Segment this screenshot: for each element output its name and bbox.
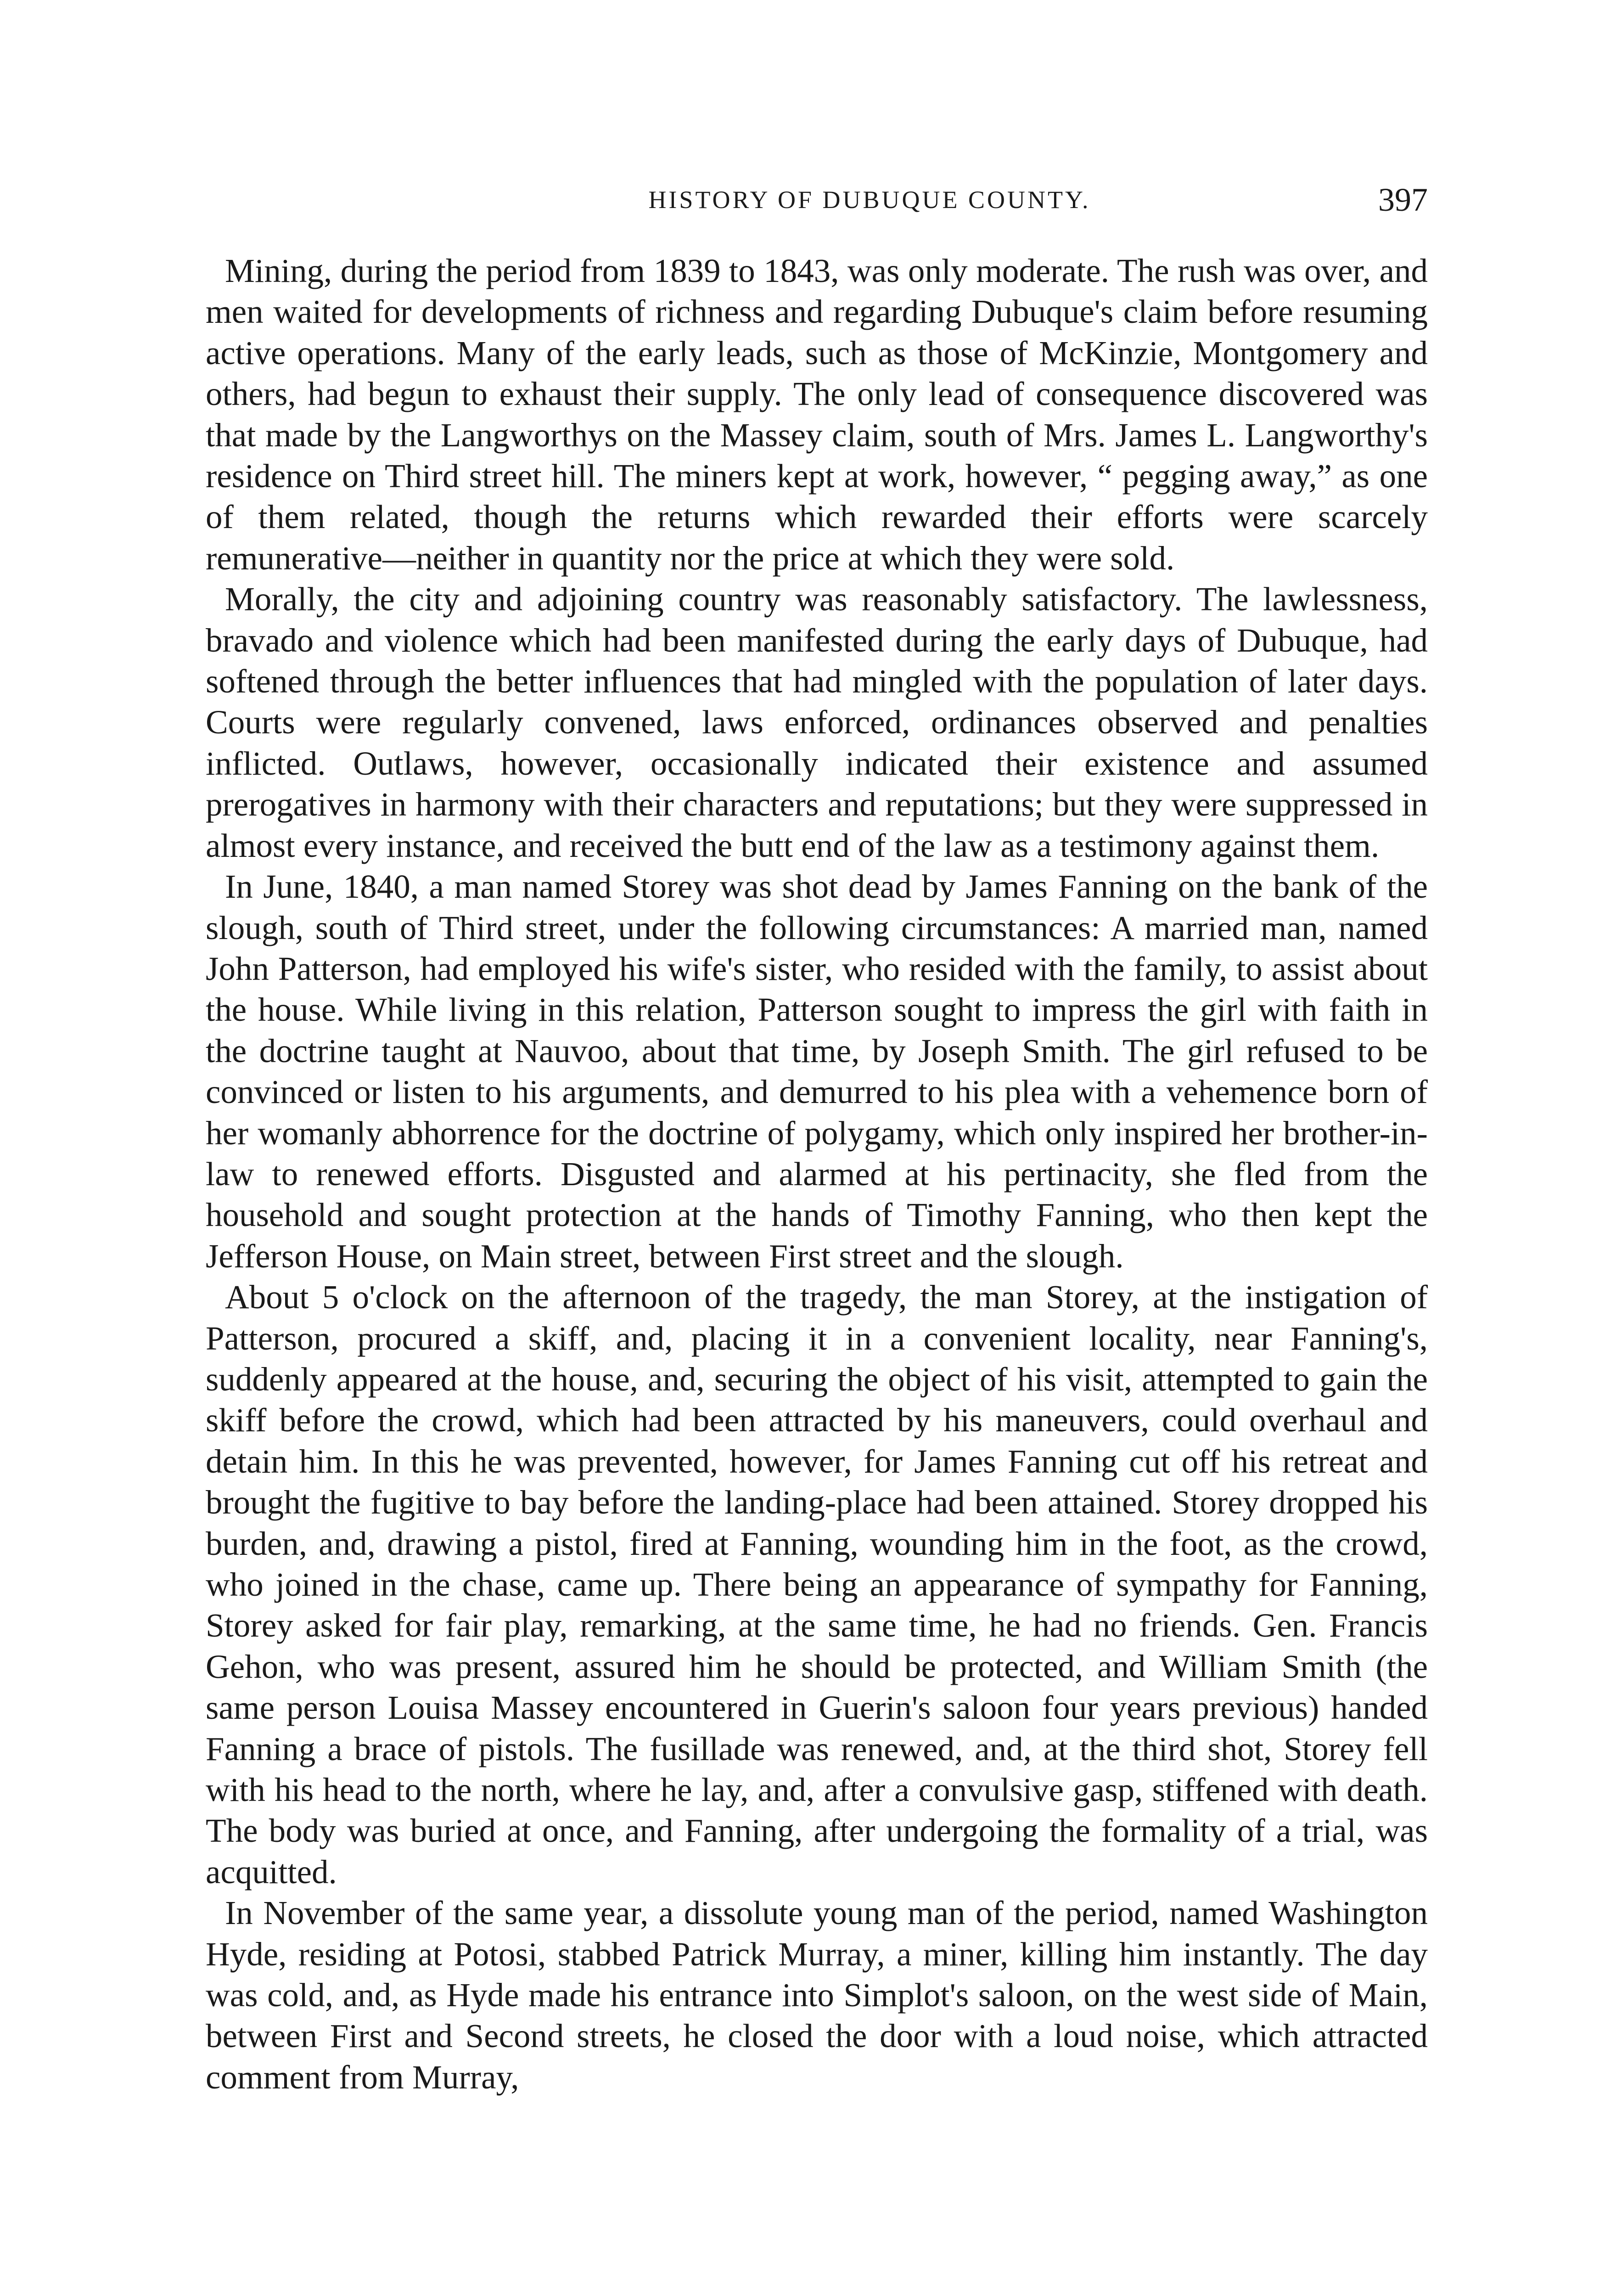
- body-text: [206, 250, 1428, 2098]
- running-title: HISTORY OF DUBUQUE COUNTY.: [648, 186, 1091, 214]
- paragraph-tragedy-account: About 5 o'clock on the afternoon of the tragedy, the man Storey, at the instigation of Patterson, procured a skiff, and, placing it in a convenient locality, near Fanning's, suddenly appeared at the house, and, securing the object of his visit, attempted to gain the skiff before the crowd, which had been attracted by his maneuvers, could overhaul and detain him. In this he was prevented, however, for James Fanning cut off his retreat and brought the fugitive to bay before the landing-place had been attained. Storey dropped his burden, and, drawing a pistol, fired at Fanning, wounding him in the foot, as the crowd, who joined in the chase, came up. There being an appearance of sympathy for Fanning, Storey asked for fair play, remarking, at the same time, he had no friends. Gen. Francis Gehon, who was present, assured him he should be protected, and William Smith (the same person Louisa Massey encountered in Guerin's saloon four years previous) handed Fanning a brace of pistols. The fusillade was renewed, and, at the third shot, Storey fell with his head to the north, where he lay, and, after a convulsive gasp, stiffened with death. The body was buried at once, and Fanning, after undergoing the formality of a trial, was acquitted.: [206, 1278, 1428, 1891]
- paragraph-mining: Mining, during the period from 1839 to 1843, was only moderate. The rush was over, and men waited for developments of richness and regarding Dubuque's claim before resuming active operations. Many of the early leads, such as those of McKinzie, Montgomery and others, had begun to exhaust their supply. The only lead of consequence discovered was that made by the Langworthys on the Massey claim, south of Mrs. James L. Langworthy's residence on Third street hill. The miners kept at work, however, “ pegging away,” as one of them related, though the returns which rewarded their efforts were scarcely remunerative—neither in quantity nor the price at which they were sold.: [206, 252, 1428, 577]
- paragraph-storey-shooting: In June, 1840, a man named Storey was shot dead by James Fanning on the bank of the slough, south of Third street, under the following circumstances: A married man, named John Patterson, had employed his wife's sister, who resided with the family, to assist about the house. While living in this relation, Patterson sought to impress the girl with faith in the doctrine taught at Nauvoo, about that time, by Joseph Smith. The girl refused to be convinced or listen to his arguments, and demurred to his plea with a vehemence born of her womanly abhorrence for the doctrine of polygamy, which only inspired her brother-in-law to renewed efforts. Disgusted and alarmed at his pertinacity, she fled from the household and sought protection at the hands of Timothy Fanning, who then kept the Jefferson House, on Main street, between First street and the slough.: [206, 868, 1428, 1275]
- paragraph-hyde-stabbing: In November of the same year, a dissolute young man of the period, named Washington Hyde, residing at Potosi, stabbed Patrick Murray, a miner, killing him instantly. The day was cold, and, as Hyde made his entrance into Simplot's saloon, on the west side of Main, between First and Second streets, he closed the door with a loud noise, which attracted comment from Murray,: [206, 1894, 1428, 2096]
- page-number: 397: [1378, 181, 1428, 218]
- running-head: [206, 181, 1428, 218]
- paragraph-morality: Morally, the city and adjoining country was reasonably satisfactory. The lawlessness, bravado and violence which had been manifested during the early days of Dubuque, had softened through the better influences that had mingled with the population of later days. Courts were regularly convened, laws enforced, ordinances observed and penalties inflicted. Outlaws, however, occasionally indicated their existence and assumed prerogatives in harmony with their characters and reputations; but they were suppressed in almost every instance, and received the butt end of the law as a testimony against them.: [206, 580, 1428, 864]
